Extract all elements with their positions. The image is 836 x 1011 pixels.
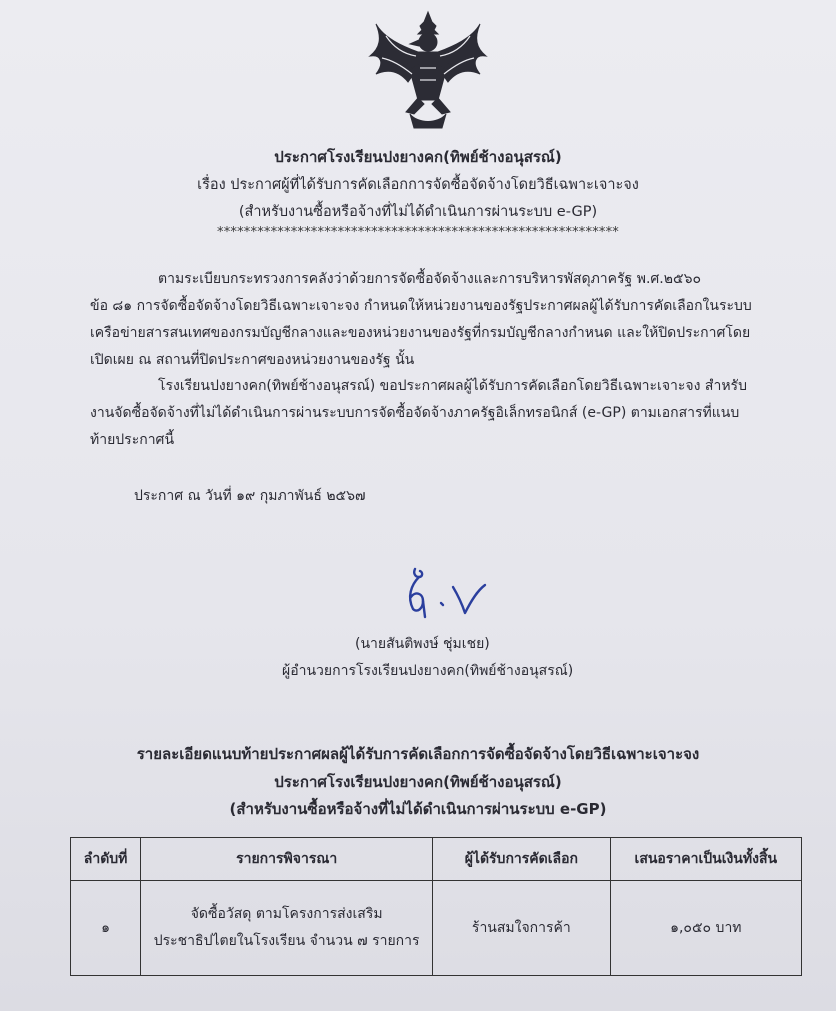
paragraph-line: ท้ายประกาศนี้ [90, 432, 175, 448]
table-header-row [71, 838, 802, 881]
result-paragraph [90, 373, 747, 454]
attachment-subtitle: (สำหรับงานซื้อหรือจ้างที่ไม่ได้ดำเนินการผ่านระบบ e-GP) [229, 800, 607, 818]
header-sequence: ลำดับที่ [71, 838, 141, 881]
handwritten-signature-icon [393, 563, 493, 621]
cell-vendor: ร้านสมใจการค้า [433, 881, 611, 976]
attachment-school: ประกาศโรงเรียนปงยางคก(ทิพย์ช้างอนุสรณ์) [274, 773, 562, 791]
announcement-subtitle: (สำหรับงานซื้อหรือจ้างที่ไม่ได้ดำเนินการผ่านระบบ e-GP) [238, 204, 598, 220]
announcement-subject: เรื่อง ประกาศผู้ที่ได้รับการคัดเลือกการจัดซื้อจัดจ้างโดยวิธีเฉพาะเจาะจง [197, 177, 639, 193]
paragraph-line: โรงเรียนปงยางคก(ทิพย์ช้างอนุสรณ์) ขอประกาศผลผู้ได้รับการคัดเลือกโดยวิธีเฉพาะเจาะจง สำหรับ [158, 378, 747, 394]
paragraph-line: งานจัดซื้อจัดจ้างที่ไม่ได้ดำเนินการผ่านระบบการจัดซื้อจัดจ้างภาครัฐอิเล็กทรอนิกส์ (e-GP) ตามเอกสารที่แนบ [90, 405, 740, 421]
attachment-title: รายละเอียดแนบท้ายประกาศผลผู้ได้รับการคัดเลือกการจัดซื้อจัดจ้างโดยวิธีเฉพาะเจาะจง [136, 745, 700, 763]
header-item: รายการพิจารณา [141, 838, 433, 881]
results-table [70, 837, 802, 976]
paragraph-line: เปิดเผย ณ สถานที่ปิดประกาศของหน่วยงานของรัฐ นั้น [90, 352, 415, 368]
signer-name: (นายสันติพงษ์ ชุ่มเชย) [355, 636, 490, 652]
paragraph-line: ตามระเบียบกระทรวงการคลังว่าด้วยการจัดซื้อจัดจ้างและการบริหารพัสดุภาครัฐ พ.ศ.๒๕๖๐ [158, 271, 701, 287]
regulation-paragraph [90, 266, 752, 374]
table-row [71, 881, 802, 976]
star-divider: ************************************************************ [217, 225, 619, 240]
cell-sequence: ๑ [71, 881, 141, 976]
item-line: จัดซื้อวัสดุ ตามโครงการส่งเสริม [190, 906, 383, 922]
header-price: เสนอราคาเป็นเงินทั้งสิ้น [610, 838, 801, 881]
garuda-emblem-icon [362, 8, 494, 136]
paragraph-line: เครือข่ายสารสนเทศของกรมบัญชีกลางและของหน่วยงานของรัฐที่กรมบัญชีกลางกำหนด และให้ปิดประกาศโดย [90, 325, 751, 341]
signer-position: ผู้อำนวยการโรงเรียนปงยางคก(ทิพย์ช้างอนุสรณ์) [282, 663, 574, 679]
cell-price: ๑,๐๕๐ บาท [610, 881, 801, 976]
announce-date: ประกาศ ณ วันที่ ๑๙ กุมภาพันธ์ ๒๕๖๗ [134, 488, 366, 504]
announcement-title: ประกาศโรงเรียนปงยางคก(ทิพย์ช้างอนุสรณ์) [274, 148, 562, 166]
item-line: ประชาธิปไตยในโรงเรียน จำนวน ๗ รายการ [153, 933, 420, 949]
paragraph-line: ข้อ ๘๑ การจัดซื้อจัดจ้างโดยวิธีเฉพาะเจาะจง กำหนดให้หน่วยงานของรัฐประกาศผลผู้ได้รับการคัดเลือกในระบบ [90, 298, 752, 314]
cell-item [141, 881, 433, 976]
header-vendor: ผู้ได้รับการคัดเลือก [433, 838, 611, 881]
